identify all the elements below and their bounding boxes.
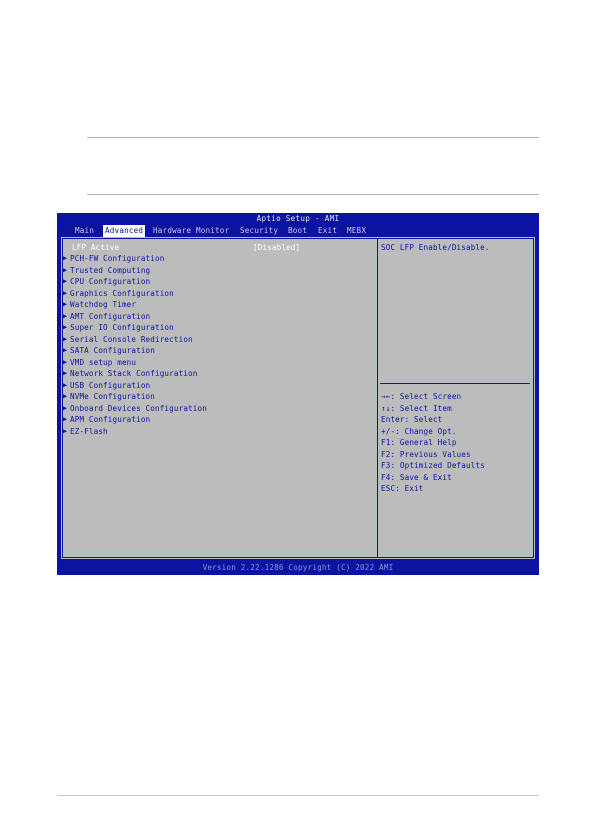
submenu-onboard-devices-configuration[interactable] <box>63 403 377 414</box>
settings-list <box>62 238 378 558</box>
version-footer: Version 2.22.1286 Copyright (C) 2022 AMI <box>202 563 394 572</box>
item-help-text: SOC LFP Enable/Disable. <box>381 243 490 252</box>
submenu-nvme-configuration[interactable] <box>63 391 377 402</box>
submenu-cpu-configuration[interactable] <box>63 276 377 287</box>
submenu-graphics-configuration[interactable] <box>63 288 377 299</box>
triangle-right-icon: ▶ <box>63 403 68 412</box>
bios-main-panel <box>61 237 535 559</box>
triangle-right-icon: ▶ <box>63 323 68 331</box>
triangle-right-icon: ▶ <box>63 277 68 285</box>
key-hint-f4: F4: Save & Exit <box>381 472 452 482</box>
submenu-watchdog-timer[interactable] <box>63 299 377 310</box>
setting-label: LFP Active <box>72 243 120 252</box>
bios-setup-screenshot <box>57 213 539 575</box>
setting-lfp-active[interactable] <box>63 242 377 253</box>
submenu-label: VMD setup menu <box>70 357 137 367</box>
page-footer-rule <box>57 795 539 796</box>
triangle-right-icon: ▶ <box>63 415 68 423</box>
triangle-right-icon: ▶ <box>63 311 68 320</box>
submenu-label: USB Configuration <box>70 380 151 390</box>
submenu-label: Network Stack Configuration <box>70 369 198 378</box>
submenu-label: Serial Console Redirection <box>70 334 193 344</box>
submenu-label: Graphics Configuration <box>70 288 174 298</box>
submenu-pch-fw-configuration[interactable] <box>63 253 377 264</box>
triangle-right-icon: ▶ <box>63 426 68 435</box>
key-hint-f3: F3: Optimized Defaults <box>381 461 485 470</box>
submenu-super-io-configuration[interactable] <box>63 322 377 333</box>
triangle-right-icon: ▶ <box>63 265 68 274</box>
submenu-label: CPU Configuration <box>70 277 151 286</box>
tab-mebx[interactable]: MEBX <box>347 226 367 235</box>
submenu-sata-configuration[interactable] <box>63 345 377 356</box>
submenu-label: PCH-FW Configuration <box>70 254 165 263</box>
submenu-label: Watchdog Timer <box>70 300 137 309</box>
tab-hardware-monitor[interactable]: Hardware Monitor <box>153 226 230 235</box>
header-rule-bottom <box>87 194 539 195</box>
tab-main[interactable]: Main <box>75 226 95 235</box>
header-rule-top <box>87 137 539 138</box>
submenu-label: Onboard Devices Configuration <box>70 403 207 413</box>
tab-exit[interactable]: Exit <box>318 226 338 235</box>
submenu-label: Trusted Computing <box>70 265 151 275</box>
submenu-apm-configuration[interactable] <box>63 414 377 425</box>
triangle-right-icon: ▶ <box>63 392 68 400</box>
submenu-amt-configuration[interactable] <box>63 311 377 322</box>
tab-boot[interactable]: Boot <box>288 226 308 235</box>
submenu-serial-console-redirection[interactable] <box>63 334 377 345</box>
key-hint-change-opt: +/-: Change Opt. <box>381 426 457 436</box>
triangle-right-icon: ▶ <box>63 300 68 308</box>
triangle-right-icon: ▶ <box>63 254 68 262</box>
help-divider <box>380 383 530 384</box>
submenu-usb-configuration[interactable] <box>63 380 377 391</box>
submenu-label: EZ-Flash <box>70 426 108 436</box>
triangle-right-icon: ▶ <box>63 288 68 297</box>
submenu-trusted-computing[interactable] <box>63 265 377 276</box>
submenu-label: APM Configuration <box>70 415 151 424</box>
submenu-network-stack-configuration[interactable] <box>63 368 377 379</box>
submenu-label: AMT Configuration <box>70 311 151 321</box>
submenu-ez-flash[interactable] <box>63 426 377 437</box>
submenu-vmd-setup-menu[interactable] <box>63 357 377 368</box>
triangle-right-icon: ▶ <box>63 380 68 389</box>
triangle-right-icon: ▶ <box>63 346 68 354</box>
submenu-label: SATA Configuration <box>70 346 155 355</box>
bios-menu-bar <box>57 225 539 237</box>
key-hint-esc: ESC: Exit <box>381 484 424 493</box>
submenu-label: NVMe Configuration <box>70 392 155 401</box>
triangle-right-icon: ▶ <box>63 369 68 377</box>
triangle-right-icon: ▶ <box>63 357 68 366</box>
tab-security[interactable]: Security <box>240 226 279 235</box>
setting-value[interactable]: [Disabled] <box>253 243 301 252</box>
key-hint-select-item: ↑↓: Select Item <box>381 403 452 413</box>
key-hint-f2: F2: Previous Values <box>381 449 471 459</box>
key-hint-select-screen: →←: Select Screen <box>381 392 462 401</box>
bios-title: Aptio Setup - AMI <box>256 214 340 223</box>
tab-advanced[interactable]: Advanced <box>105 226 144 235</box>
key-hint-enter: Enter: Select <box>381 415 443 424</box>
key-hint-f1: F1: General Help <box>381 438 457 447</box>
help-panel <box>378 238 534 558</box>
triangle-right-icon: ▶ <box>63 334 68 343</box>
submenu-label: Super IO Configuration <box>70 323 174 332</box>
